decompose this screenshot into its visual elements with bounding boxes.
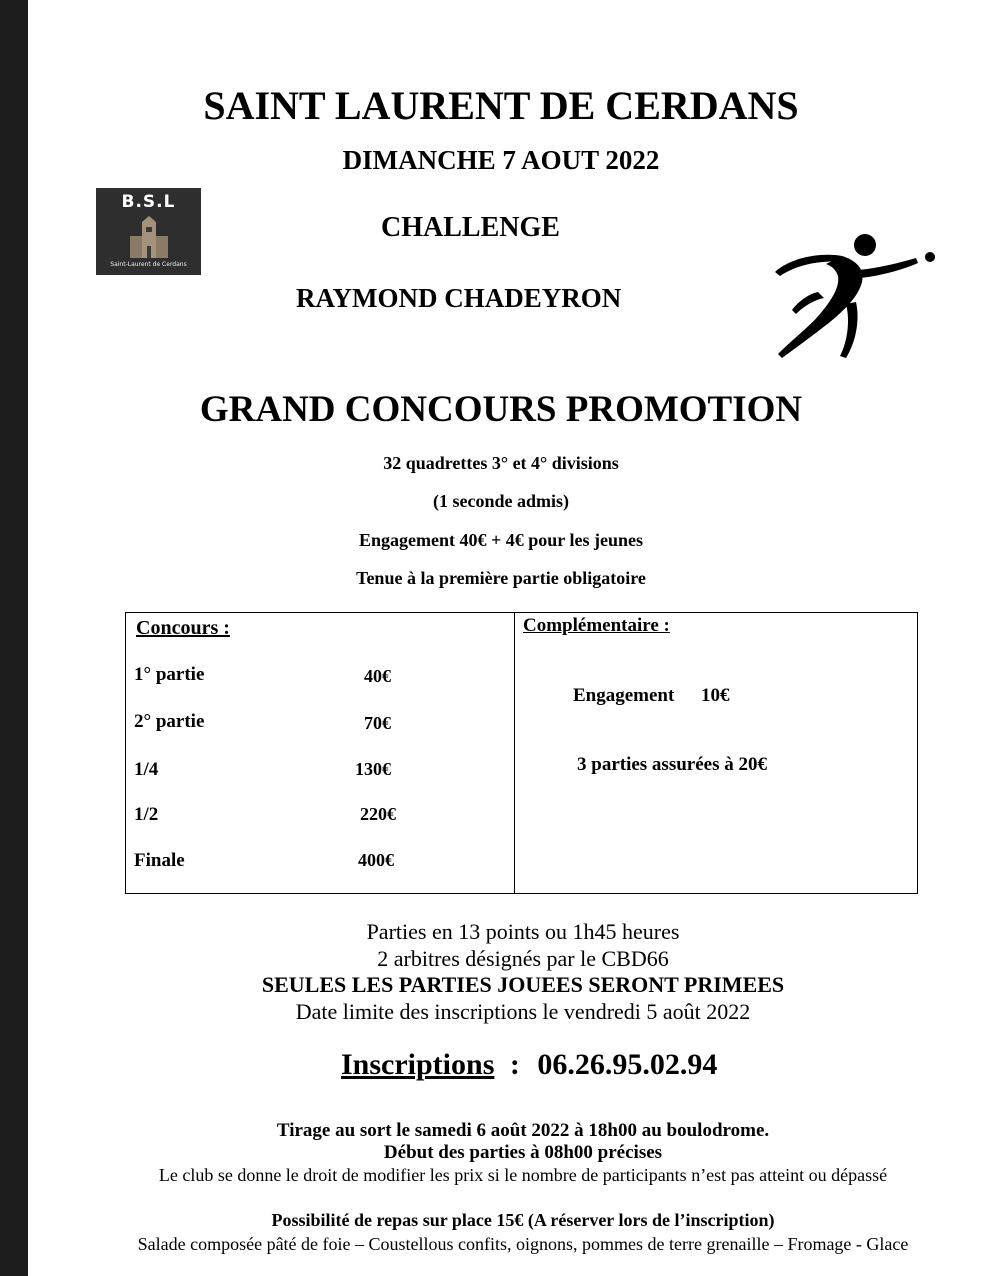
concours-round-prize: 400€ bbox=[358, 850, 394, 870]
rules-duration: Parties en 13 points ou 1h45 heures bbox=[366, 919, 680, 944]
concours-round-label: 1° partie bbox=[134, 664, 205, 685]
complementaire-guarantee: 3 parties assurées à 20€ bbox=[577, 754, 767, 775]
start-info: Début des parties à 08h00 précises bbox=[383, 1142, 663, 1163]
concours-round-prize: 70€ bbox=[364, 713, 391, 733]
event-format: 32 quadrettes 3° et 4° divisions bbox=[383, 453, 619, 473]
rules-referees: 2 arbitres désignés par le CBD66 bbox=[377, 946, 669, 971]
inscriptions-phone[interactable]: 06.26.95.02.94 bbox=[537, 1048, 718, 1081]
logo-initials: B.S.L bbox=[121, 192, 176, 212]
concours-round-label: 2° partie bbox=[134, 711, 205, 732]
church-icon bbox=[126, 216, 172, 260]
disclaimer: Le club se donne le droit de modifier les prix si le nombre de participants n’est pas atteint ou dépassé bbox=[158, 1165, 888, 1185]
concours-round-label: 1/2 bbox=[134, 804, 159, 825]
event-fee: Engagement 40€ + 4€ pour les jeunes bbox=[359, 530, 643, 550]
complementaire-engagement-value: 10€ bbox=[701, 685, 730, 706]
prize-table bbox=[125, 612, 918, 894]
concours-round-label: 1/4 bbox=[134, 759, 159, 780]
event-date: DIMANCHE 7 AOUT 2022 bbox=[342, 145, 660, 175]
draw-info: Tirage au sort le samedi 6 août 2022 à 18h00 au boulodrome. bbox=[276, 1120, 770, 1141]
petanque-player-icon bbox=[770, 230, 945, 365]
complementaire-heading: Complémentaire : bbox=[523, 615, 670, 636]
event-dress-code: Tenue à la première partie obligatoire bbox=[356, 568, 646, 588]
event-title: GRAND CONCOURS PROMOTION bbox=[199, 389, 803, 430]
meal-info: Possibilité de repas sur place 15€ (A réserver lors de l’inscription) bbox=[271, 1210, 775, 1230]
inscriptions-colon: : bbox=[509, 1048, 520, 1081]
concours-round-prize: 220€ bbox=[360, 804, 396, 824]
challenge-label: CHALLENGE bbox=[381, 212, 560, 243]
inscriptions-label: Inscriptions bbox=[341, 1048, 495, 1081]
concours-round-prize: 130€ bbox=[355, 759, 391, 779]
inscriptions-line bbox=[341, 1048, 717, 1082]
meal-menu: Salade composée pâté de foie – Coustellous confits, oignons, pommes de terre grenaille – Fromage - Glace bbox=[137, 1234, 909, 1254]
concours-round-label: Finale bbox=[134, 850, 185, 871]
concours-heading: Concours : bbox=[136, 617, 230, 639]
rules-deadline: Date limite des inscriptions le vendredi 5 août 2022 bbox=[295, 999, 751, 1024]
prize-table-divider bbox=[514, 612, 515, 894]
town-title: SAINT LAURENT DE CERDANS bbox=[203, 83, 799, 128]
honoree-name: RAYMOND CHADEYRON bbox=[296, 283, 622, 313]
rules-prize-policy: SEULES LES PARTIES JOUEES SERONT PRIMEES bbox=[261, 972, 785, 997]
logo-caption: Saint-Laurent de Cerdans bbox=[110, 261, 187, 268]
concours-round-prize: 40€ bbox=[364, 666, 391, 686]
event-note: (1 seconde admis) bbox=[433, 491, 569, 511]
complementaire-engagement-label: Engagement bbox=[573, 685, 675, 706]
club-logo bbox=[96, 188, 201, 275]
